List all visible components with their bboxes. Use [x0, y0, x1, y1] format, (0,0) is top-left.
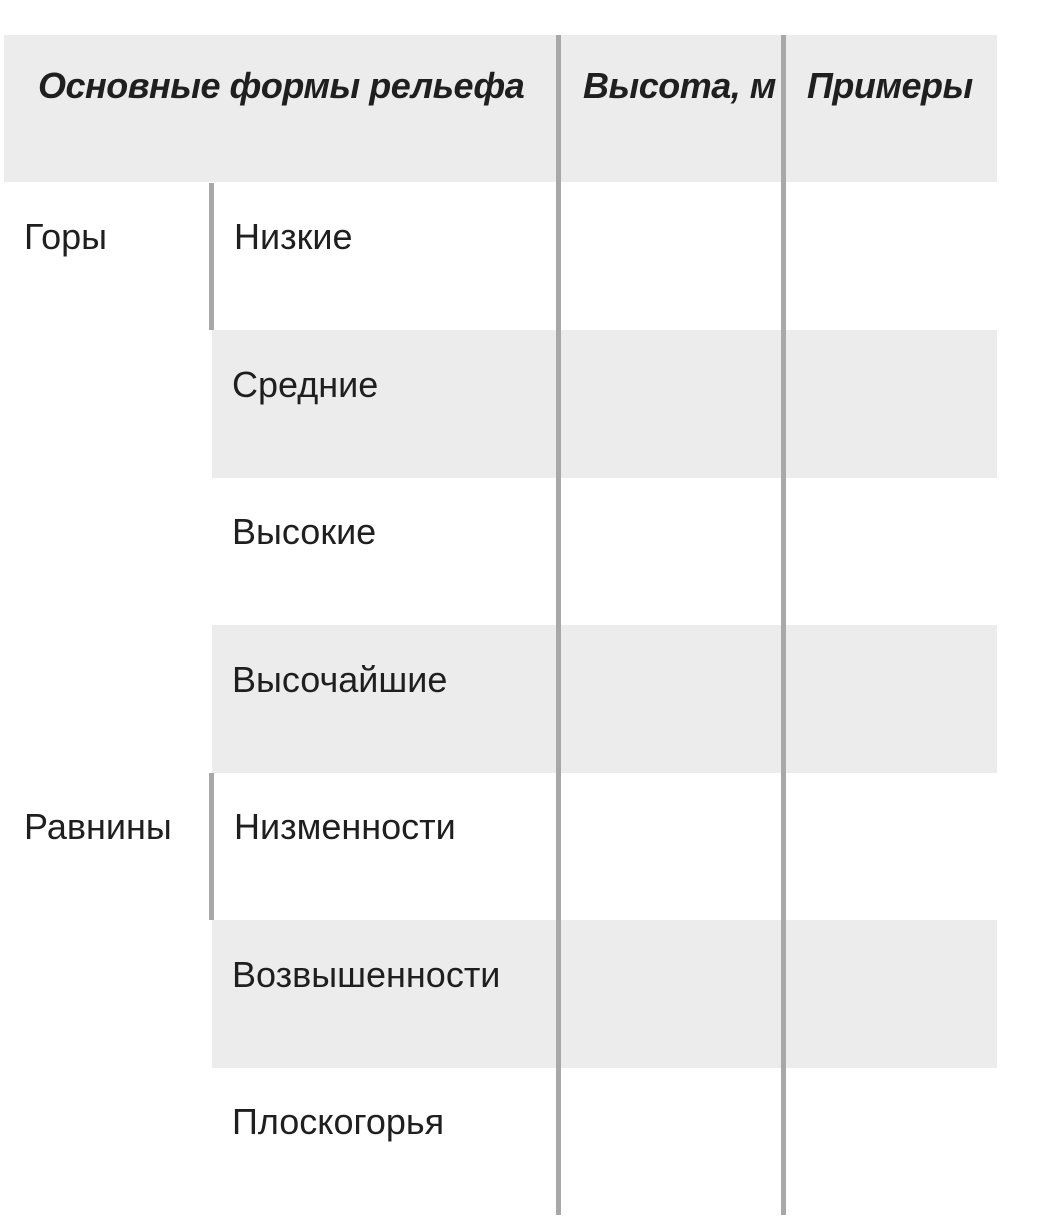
relief-type-medium-mountains: Средние — [232, 364, 379, 405]
category-mountains: Горы — [24, 216, 108, 257]
relief-forms-table — [4, 35, 997, 1215]
category-plains: Равнины — [24, 806, 172, 847]
relief-type-highest-mountains: Высочайшие — [232, 659, 448, 700]
relief-type-high-mountains: Высокие — [232, 511, 377, 552]
header-examples: Примеры — [807, 65, 973, 106]
relief-type-uplands: Возвышенности — [232, 954, 501, 995]
header-relief-forms: Основные формы рельефа — [38, 65, 525, 106]
table-header-background — [4, 35, 997, 182]
group-divider — [209, 773, 214, 920]
group-divider — [209, 183, 214, 330]
column-divider — [556, 35, 561, 1215]
relief-type-lowlands: Низменности — [234, 806, 456, 847]
column-divider — [781, 35, 786, 1215]
relief-type-plateaus: Плоскогорья — [232, 1101, 445, 1142]
relief-type-low-mountains: Низкие — [234, 216, 353, 257]
header-height: Высота, м — [583, 65, 776, 106]
